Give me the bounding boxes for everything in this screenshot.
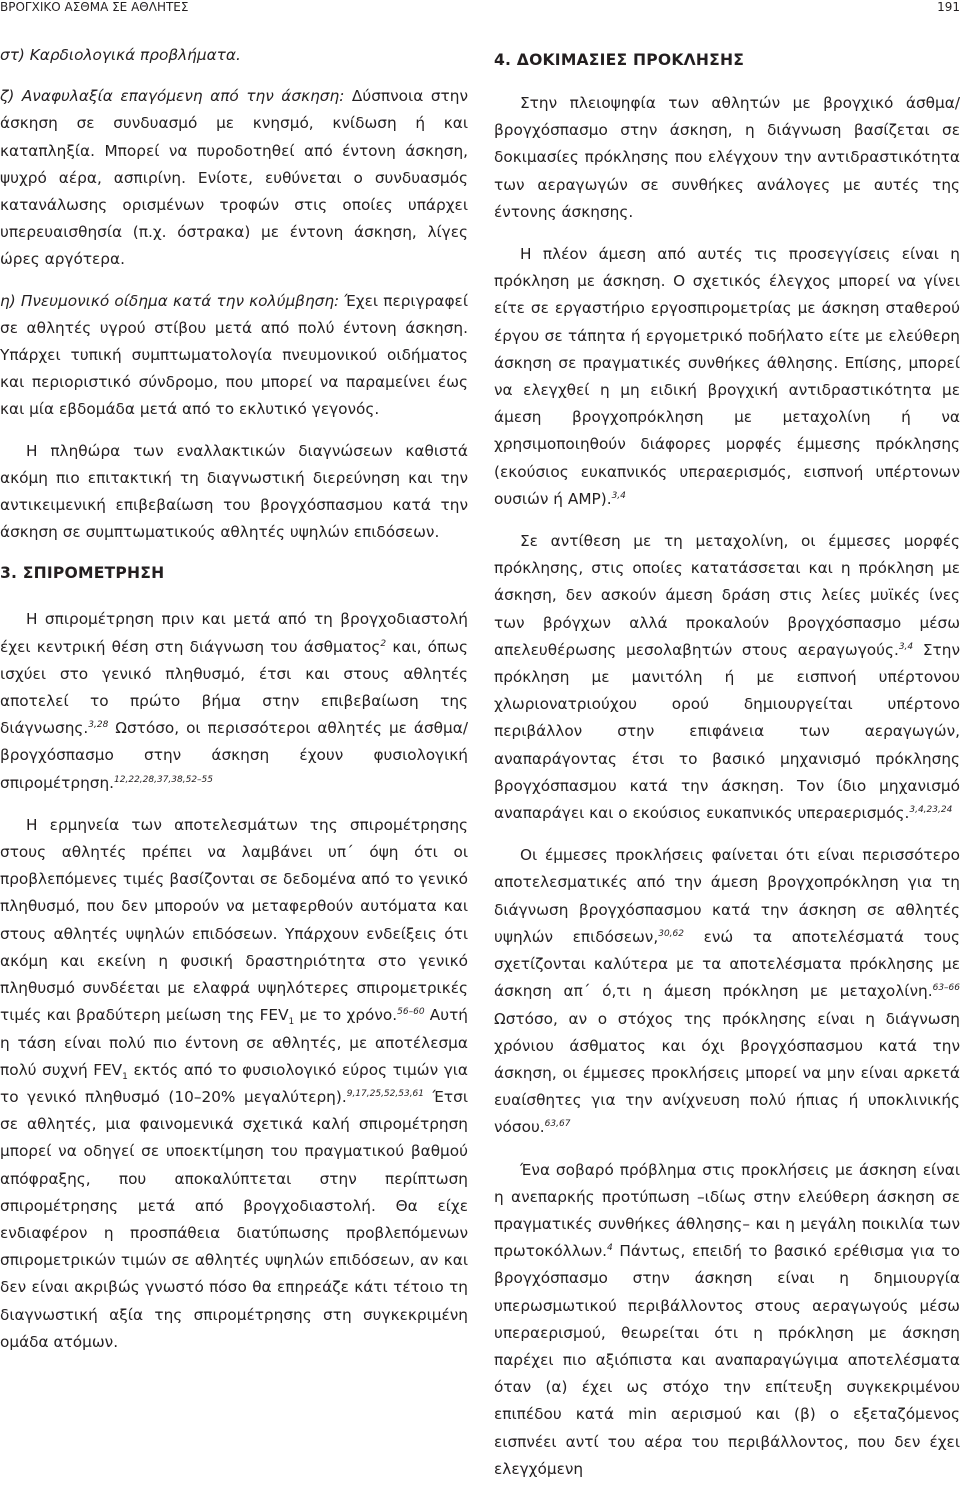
paragraph-spirometry-1: Η σπιρομέτρηση πριν και μετά από τη βρογχοδιαστολή έχει κεντρική θέση στη διάγνωση του άσθματος$^2$ και, όπως ισχύει στο γενικό πληθυσμό, έτσι και στους αθλητές αποτελεί το πρώτο βήμα στην επιβεβαίωση της διάγνωσης.$^{3,28}$ Ωστόσο, οι περισσότεροι αθλητές με άσθμα/βρογχόσπασμο στην άσκηση έχουν φυσιολογική σπιρομέτρηση.$^{12,22,28,37,38,52-55}$	[0, 610, 469, 792]
item-text: Δύσπνοια στην άσκηση σε συνδυασμό με κνησμό, κνίδωση ή και καταπληξία. Μπορεί να πυροδοτηθεί από έντονη άσκηση, ψυχρό αέρα, ασπιρίνη. Ενίοτε, ευθύνεται ο συνδυασμός κατανάλωσης ορισμένων τροφών στις οποίες υπάρχει υπερευαισθησία (π.χ. όστρακα) με έντονη άσκηση, λίγες ώρες αργότερα.	[0, 87, 468, 269]
list-item-st: στ) Καρδιολογικά προβλήματα.	[0, 46, 241, 64]
citation: 4	[607, 1243, 613, 1254]
list-item-z	[0, 83, 468, 273]
running-title: ΒΡΟΓΧΙΚΟ ΑΣΘΜΑ ΣΕ ΑΘΛΗΤΕΣ	[0, 0, 189, 14]
citation: 3,28	[88, 720, 109, 731]
citation: 3,4,23,24	[909, 804, 953, 815]
paragraph-provocation-2: Η πλέον άμεση από αυτές τις προσεγγίσεις είναι η πρόκληση με άσκηση. Ο σχετικός έλεγχος μπορεί να γίνει είτε σε εργαστήριο εργοσπιρομετρίας με άσκηση σταθερού έργου σε τάπητα ή εργομετρικό ποδήλατο είτε με ελεύθερη άσκηση σε πραγματικές συνθήκες άθλησης. Επίσης, μπορεί να ελεγχθεί η μη ειδική βρογχική αντιδραστικότητα με άμεση βρογχοπρόκληση με μεταχολίνη ή να χρησιμοποιηθούν διάφορες μορφές έμμεσης πρόκλησης (εκούσιος ευκαπνικός υπεραερισμός, εισπνοή υπέρτονων ουσιών ή AMP).$^{3,4}$	[494, 245, 960, 508]
page-number: 191	[937, 0, 960, 14]
item-lead: η) Πνευμονικό οίδημα κατά την κολύμβηση:	[0, 291, 340, 310]
paragraph-provocation-5: Ένα σοβαρό πρόβλημα στις προκλήσεις με άσκηση είναι η ανεπαρκής προτύπωση –ιδίως στην ελεύθερη άσκηση σε πραγματικές συνθήκες άθλησης– και η μεγάλη ποικιλία των πρωτοκόλλων.$^4$ Πάντως, επειδή το βασικό ερέθισμα για το βρογχόσπασμο στην άσκηση είναι η δημιουργία υπερωσμωτικού περιβάλλοντος στους αεραγωγούς μέσω υπεραερισμού, θεωρείται ότι η πρόκληση με άσκηση παρέχει πιο αξιόπιστα και αναπαραγώγιμα αποτελέσματα όταν (α) έχει ως στόχο την επίτευξη συγκεκριμένου επιπέδου κατά min αερισμού και (β) ο εξεταζόμενος εισπνέει αντί του αέρα του περιβάλλοντος, που δεν έχει ελεγχόμενη	[494, 1160, 960, 1478]
citation: 56–60	[397, 1007, 425, 1018]
citation: 63–66	[932, 983, 960, 994]
right-column	[494, 42, 960, 1498]
item-text: Έχει περιγραφεί σε αθλητές υγρού στίβου μετά από πολύ έντονη άσκηση. Υπάρχει τυπική συμπτωματολογία πνευμονικού οιδήματος και περιοριστικό σύνδρομο, που μπορεί να παραμείνει έως και μία εβδομάδα μετά από το εκλυτικό γεγονός.	[0, 291, 468, 419]
item-lead: ζ) Αναφυλαξία επαγόμενη από την άσκηση:	[0, 87, 345, 106]
paragraph-provocation-3: Σε αντίθεση με τη μεταχολίνη, οι έμμεσες μορφές πρόκλησης, στις οποίες κατατάσσεται και η πρόκληση με άσκηση, δεν ασκούν άμεση δράση στις λείες μυϊκές ίνες των βρόγχων αλλά προκαλούν βρογχόσπασμο μέσω απελευθέρωσης μεσολαβητών στους αεραγωγούς.$^{3,4}$ Στην πρόκληση με μανιτόλη ή με εισπνοή υπέρτονου χλωριονατριούχου ορού δημιουργείται υπέρτονο περιβάλλον στην επιφάνεια των αεραγωγών, αναπαράγοντας έτσι το βασικό μηχανισμό πρόκλησης βρογχόσπασμου κατά την άσκηση. Τον ίδιο μηχανισμό αναπαράγει και ο εκούσιος ευκαπνικός υπεραερισμός.$^{3,4,23,24}$	[494, 532, 960, 823]
section-3-heading: 3. ΣΠΙΡΟΜΕΤΡΗΣΗ	[0, 564, 165, 583]
left-column	[0, 42, 468, 1371]
citation: 2	[380, 638, 387, 649]
paragraph-provocation-1: Στην πλειοψηφία των αθλητών με βρογχικό άσθμα/βρογχόσπασμο στην άσκηση, η διάγνωση βασίζεται σε δοκιμασίες πρόκλησης που ελέγχουν την αντιδραστικότητα των αεραγωγών σε συνθήκες ανάλογες με αυτές της έντονης άσκησης.	[494, 94, 960, 221]
running-header	[0, 0, 960, 20]
citation: 3,4	[611, 490, 626, 501]
citation: 12,22,28,37,38,52–55	[114, 774, 214, 785]
list-item-i	[0, 288, 468, 424]
paragraph-spirometry-2: Η ερμηνεία των αποτελεσμάτων της σπιρομέτρησης στους αθλητές πρέπει να λαμβάνει υπ΄ όψη ότι οι προβλεπόμενες τιμές βασίζονται σε δεδομένα από το γενικό πληθυσμό, που δεν μπορούν να μεταφερθούν αυτόματα και στους αθλητές υψηλών επιδόσεων. Υπάρχουν ενδείξεις ότι ακόμη και εκείνη η φυσική δραστηριότητα στο γενικό πληθυσμό συνδέεται με ελαφρά υψηλότερες σπιρομετρικές τιμές και βραδύτερη μείωση της $FEV_1$ με το χρόνο.$^{56-60}$ Αυτή η τάση είναι πολύ πιο έντονη σε αθλητές, με αποτέλεσμα πολύ συχνή $FEV_1$ εκτός από το φυσιολογικό εύρος τιμών για το γενικό πληθυσμό (10–20% μεγαλύτερη).$^{9,17,25,52,53,61}$ Έτσι σε αθλητές, μια φαινομενικά σχετικά καλή σπιρομέτρηση μπορεί να οδηγεί σε υποεκτίμηση του πραγματικού βαθμού απόφραξης, που αποκαλύπτεται στην περίπτωση σπιρομέτρησης μετά από βρογχοδιαστολή. Θα είχε ενδιαφέρον η προσπάθεια διατύπωσης προβλεπόμενων σπιρομετρικών τιμών σε αθλητές υψηλών επιδόσεων, αν και δεν είναι ακριβώς γνωστό πόσο θα επηρεάζε κάτι τέτοιο τη διαγνωστική αξία της σπιρομέτρησης στη συγκεκριμένη ομάδα ατόμων.	[0, 815, 469, 1351]
paragraph-provocation-4: Οι έμμεσες προκλήσεις φαίνεται ότι είναι περισσότερο αποτελεσματικές από την άμεση βρογχοπρόκληση για τη διάγνωση βρογχόσπασμου κατά την άσκηση σε αθλητές υψηλών επιδόσεων,$^{30,62}$ ενώ τα αποτελέσματά τους σχετίζονται καλύτερα με τα αποτελέσματα πρόκλησης με άσκηση απ΄ ό,τι η άμεση πρόκληση με μεταχολίνη.$^{63-66}$ Ωστόσο, αν ο στόχος της πρόκλησης είναι η διάγνωση χρόνιου άσθματος και όχι βρογχόσπασμου κατά την άσκηση, οι έμμεσες προκλήσεις μπορεί να μην είναι αρκετά ευαίσθητες για την ανίχνευση πολύ ήπιας ή υποκλινικής νόσου.$^{63,67}$	[494, 846, 960, 1137]
citation: 30,62	[658, 928, 684, 939]
citation: 63,67	[544, 1119, 571, 1130]
citation: 3,4	[898, 641, 914, 652]
paragraph-differential: Η πληθώρα των εναλλακτικών διαγνώσεων καθιστά ακόμη πιο επιτακτική τη διαγνωστική διερεύνηση και την αντικειμενική επιβεβαίωση του βρογχόσπασμου κατά την άσκηση σε συμπτωματικούς αθλητές υψηλών επιδόσεων.	[0, 441, 468, 542]
section-4-heading: 4. ΔΟΚΙΜΑΣΙΕΣ ΠΡΟΚΛΗΣΗΣ	[494, 51, 745, 69]
citation: 9,17,25,52,53,61	[346, 1088, 425, 1099]
